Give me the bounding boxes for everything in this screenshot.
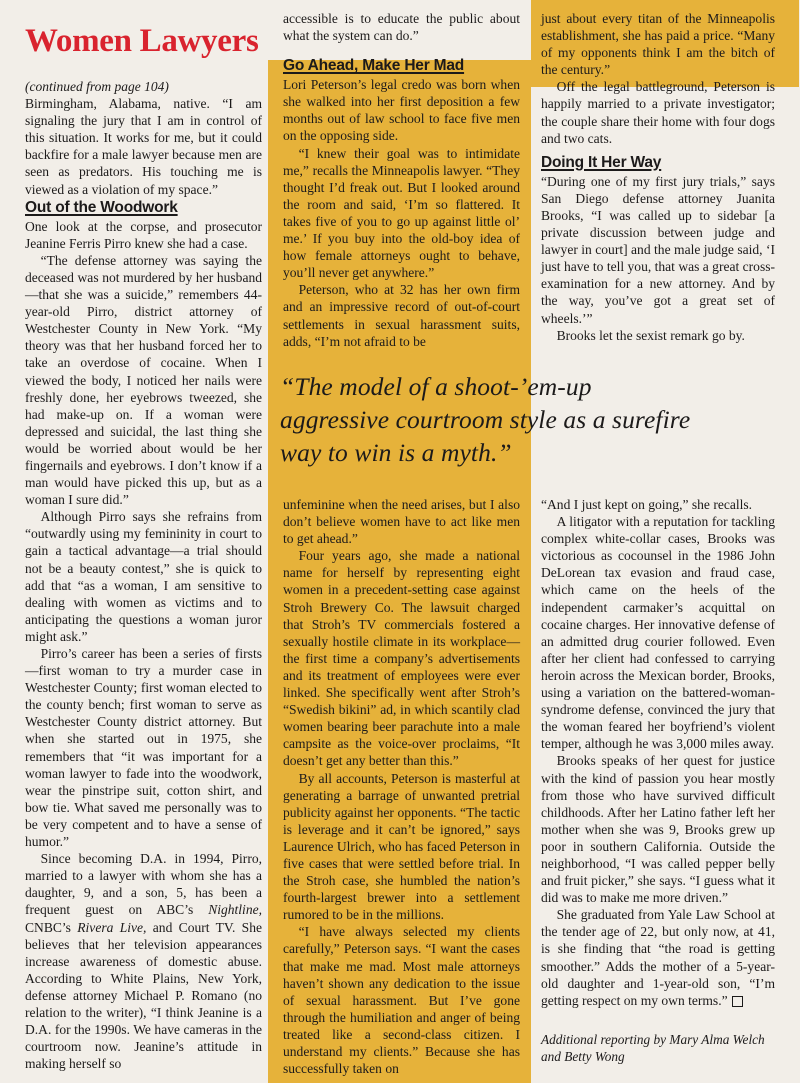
section-heading: Out of the Woodwork: [25, 198, 178, 216]
paragraph: accessible is to educate the public about what the system can do.”: [283, 11, 520, 44]
pull-quote: “The model of a shoot-’em-up aggressive courtroom style as a surefire way to win is a myth.”: [280, 372, 691, 467]
end-mark-icon: [732, 996, 743, 1007]
column-1: [25, 78, 262, 1072]
text-run: She graduated from Yale Law School at the tender age of 22, but only now, at 41, is she finding that “the road is getting smoother.” Adds the mother of a 5-year-old daughter and 1-year-old son, “I’m getting respect on my own terms.”: [541, 907, 775, 1008]
paragraph: Off the legal battleground, Peterson is happily married to a private investigator; the couple share their home with four dogs and two cats.: [541, 79, 775, 146]
show-title: Rivera Live,: [77, 919, 147, 935]
paragraph: Birmingham, Alabama, native. “I am signaling the jury that I am in control of this situation. It works for me, but it could backfire for a male lawyer because men are seen as predators. His touching me is viewed as a violation of my space.”: [25, 96, 262, 197]
text-run: and Court TV. She believes that her television appearances increase awareness of domestic abuse. According to White Plains, New York, defense attorney Michael P. Romano (no relation to the writer), “I think Jeanine is a D.A. for the 1990s. We have cameras in the courtroom now. Jeanine’s attitude in making herself so: [25, 919, 262, 1072]
paragraph: One look at the corpse, and prosecutor Jeanine Ferris Pirro knew she had a case.: [25, 218, 262, 251]
continued-note: (continued from page 104): [25, 79, 169, 94]
paragraph: A litigator with a reputation for tackling complex white-collar cases, Brooks was victorious as cocounsel in the 1986 John DeLorean tax evasion and fraud case, which came on the heels of the independent carmaker’s acquittal on cocaine charges. Her innovative defense of an admitted drug courier followed. Even after her client had confessed to carrying heroin across the Mexican border, Brooks, using a variation on the battered-woman-syndrome defense, convinced the jury that the woman feared her boyfriend’s violent temper, although he was 3,000 miles away.: [541, 514, 775, 752]
section-heading: Doing It Her Way: [541, 153, 662, 171]
paragraph: Lori Peterson’s legal credo was born when she walked into her first deposition a few months out of law school to face five men on the opposing side.: [283, 77, 520, 144]
paragraph: Brooks speaks of her quest for justice with the kind of passion you hear mostly from those who have survived difficult childhoods. After her Latino father left her mother when she was 9, Brooks grew up poor in southern California. Outside the neighborhood, “I was called pepper belly and fruit picker,” she says. “I guess what it did was to make me more driven.”: [541, 753, 775, 906]
paragraph: [541, 906, 775, 1009]
paragraph: just about every titan of the Minneapolis establishment, she has paid a price. “Many of my opponents think I am the bitch of the century.”: [541, 11, 775, 78]
paragraph: Although Pirro says she refrains from “outwardly using my femininity in court to gain a tactical advantage—a trial should not be a beauty contest,” she is quick to add that “as a woman, I am sensitive to dealing with women as victims and to anticipating the questions a woman juror might ask.”: [25, 509, 262, 644]
reporting-credit: Additional reporting by Mary Alma Welch and Betty Wong: [541, 1032, 765, 1064]
section-heading: Go Ahead, Make Her Mad: [283, 57, 465, 75]
column-3-top: [541, 10, 775, 344]
paragraph: “I knew their goal was to intimidate me,” recalls the Minneapolis lawyer. “They thought I’d freak out. But I looked around the room and said, ‘I’m so flattered. It takes five of you to go up against little ol’ me.’ If you buy into the old-boy idea of how female attorneys ought to behave, you’ll never get anywhere.”: [283, 145, 520, 281]
paragraph: Pirro’s career has been a series of firsts—first woman to try a murder case in Westchester County; first woman elected to the county bench; first woman to serve as Westchester County district attorney. But when she started out in 1975, she remembers that “it was important for a woman lawyer to fade into the woodwork, wear the pinstripe suit, cotton shirt, and bow tie. What saved me personally was to be very competent and to have a sense of humor.”: [25, 646, 262, 850]
column-2-top: [283, 10, 520, 350]
text-run: CNBC’s: [25, 919, 78, 935]
paragraph: unfeminine when the need arises, but I also don’t believe women have to act like men to get ahead.”: [283, 497, 520, 547]
paragraph: “The defense attorney was saying the deceased was not murdered by her husband—that she was a suicide,” remembers 44-year-old Pirro, district attorney of Westchester County in New York. “My theory was that her husband forced her to take an overdose of cocaine. When I viewed the body, I noticed her nails were freshly done, her eyebrows tweezed, she had make-up on. If a woman were depressed and suicidal, the last thing she would be worried about would be her fingernails and eyebrows. I don’t know if a man would have picked this up, but as a woman I sure did.”: [25, 252, 262, 508]
paragraph: Peterson, who at 32 has her own firm and an impressive record of out-of-court settlements in sexual harassment suits, adds, “I’m not afraid to be: [283, 282, 520, 349]
paragraph: “During one of my first jury trials,” says San Diego defense attorney Juanita Brooks, “I was called up to sidebar [a private discussion between judge and lawyer in court] and the male judge said, ‘I just have to tell you, that was a great cross-examination for a new attorney. And by the way, you’ve got a great set of wheels.’”: [541, 173, 775, 326]
paragraph: [25, 850, 262, 1072]
paragraph: By all accounts, Peterson is masterful at generating a barrage of unwanted pretrial publicity against her opponents. “The tactic is leverage and it can’t be ignored,” says Laurence Ulrich, who has faced Peterson in five cases that were settled before trial. In the Stroh case, she humbled the nation’s fourth-largest brewer into a settlement rumored to be in the millions.: [283, 770, 520, 923]
paragraph: Four years ago, she made a national name for herself by representing eight women in a precedent-setting case against Stroh Brewery Co. The lawsuit charged that Stroh’s TV commercials fostered a sexually hostile climate in its workplace—the first time a company’s advertisements and its treatment of employees were ever linked. She specifically went after Stroh’s “Swedish bikini” ad, in which scantily clad women bearing beer parachute into a male campsite as the voice-over proclaims, “It doesn’t get any better than this.”: [283, 548, 520, 769]
column-2-bottom: [283, 496, 520, 1077]
paragraph: “And I just kept on going,” she recalls.: [541, 497, 753, 512]
page-title: Women Lawyers: [25, 23, 259, 59]
paragraph: “I have always selected my clients carefully,” Peterson says. “I want the cases that make me mad. Most male attorneys haven’t shown any dedication to the issue of sexual harassment. But I’ve gone through the humiliation and anger of being treated like a second-class citizen. I understand my clients.” Because she has successfully taken on: [283, 924, 520, 1077]
show-title: Nightline,: [208, 902, 262, 918]
text-run: Since becoming D.A. in 1994, Pirro, married to a lawyer with whom she has a daughter, 9, and a son, 5, has been a frequent guest on ABC’s: [25, 851, 262, 918]
column-3-bottom: [541, 496, 775, 1009]
paragraph: Brooks let the sexist remark go by.: [556, 327, 745, 343]
